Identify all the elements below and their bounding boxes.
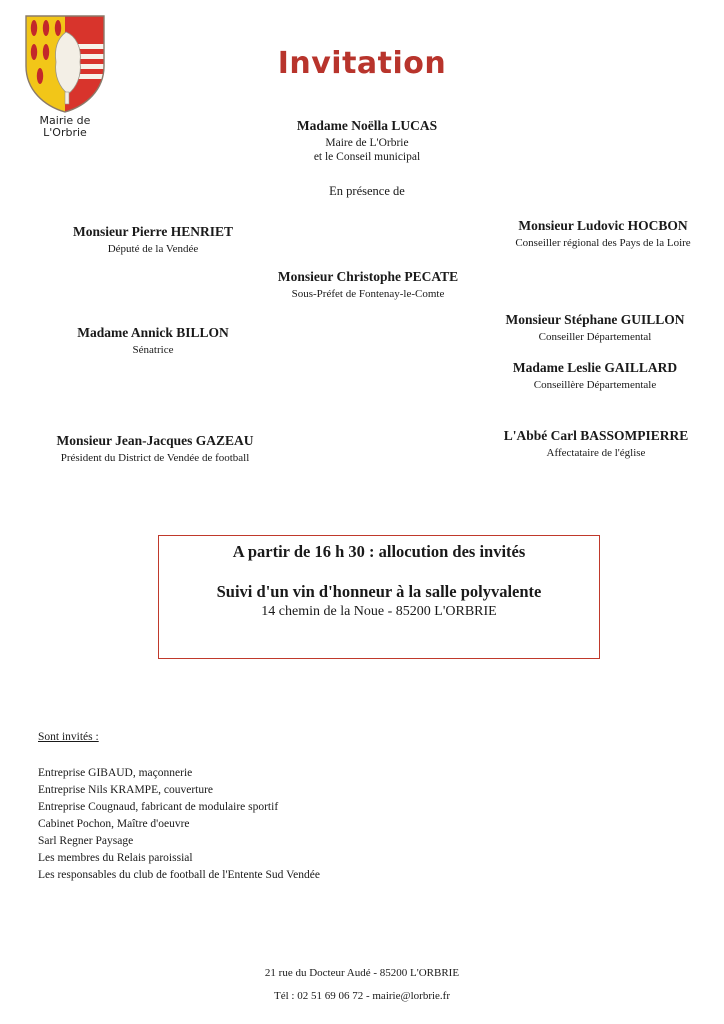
crest-caption [18,115,112,139]
guest-name: Monsieur Stéphane GUILLON [505,312,685,327]
guest-bassompierre [476,428,716,459]
footer-address: 21 rue du Docteur Audé - 85200 L'ORBRIE [264,967,460,979]
footer-contact: Tél : 02 51 69 06 72 - mairie@lorbrie.fr [274,990,450,1002]
guest-gaillard [480,360,710,391]
guest-role: Conseiller Départemental [538,331,652,343]
invited-section [38,731,498,884]
presence-label: En présence de [329,184,405,198]
list-item: Entreprise Nils KRAMPE, couverture [38,784,214,796]
guest-role: Affectataire de l'église [546,447,646,459]
guest-role: Sénatrice [132,344,174,356]
guest-name: L'Abbé Carl BASSOMPIERRE [503,428,689,443]
guest-name: Monsieur Ludovic HOCBON [518,218,688,233]
guest-guillon [480,312,710,343]
event-address: 14 chemin de la Noue - 85200 L'ORBRIE [261,604,497,619]
list-item: Entreprise Cougnaud, fabricant de modulaire sportif [38,801,279,813]
host-name: Madame Noëlla LUCAS [296,118,438,133]
guest-billon [38,325,268,356]
guest-henriet [38,224,268,255]
event-reception: Suivi d'un vin d'honneur à la salle polyvalente [216,582,542,601]
event-details-box [158,535,600,659]
crest-caption-line2: L'Orbrie [43,126,87,139]
guest-name: Madame Annick BILLON [77,325,229,340]
invited-list [38,765,498,884]
host-block [232,118,502,163]
host-role-2: et le Conseil municipal [313,151,421,163]
guest-name: Monsieur Jean-Jacques GAZEAU [56,433,254,448]
guest-role: Sous-Préfet de Fontenay-le-Comte [291,288,445,300]
footer [0,967,724,1013]
guest-role: Député de la Vendée [107,243,199,255]
guest-name: Madame Leslie GAILLARD [512,360,678,375]
event-speech-time: A partir de 16 h 30 : allocution des invités [232,542,526,561]
crest-caption-line1: Mairie de [39,114,91,127]
invited-heading: Sont invités : [38,731,99,743]
guest-role: Conseillère Départementale [533,379,657,391]
page-title: Invitation [277,46,447,81]
list-item: Sarl Regner Paysage [38,835,134,847]
guest-role: Conseiller régional des Pays de la Loire [515,237,691,249]
guest-role: Président du District de Vendée de football [60,452,250,464]
list-item: Cabinet Pochon, Maître d'oeuvre [38,818,190,830]
list-item: Les responsables du club de football de l'Entente Sud Vendée [38,869,320,881]
guest-gazeau [30,433,280,464]
list-item: Entreprise GIBAUD, maçonnerie [38,767,193,779]
guest-name: Monsieur Pierre HENRIET [73,224,233,239]
guest-name: Monsieur Christophe PECATE [277,269,459,284]
list-item: Les membres du Relais paroissial [38,852,193,864]
host-role-1: Maire de L'Orbrie [325,137,409,149]
guest-pecate [248,269,488,300]
guest-hocbon [488,218,718,249]
